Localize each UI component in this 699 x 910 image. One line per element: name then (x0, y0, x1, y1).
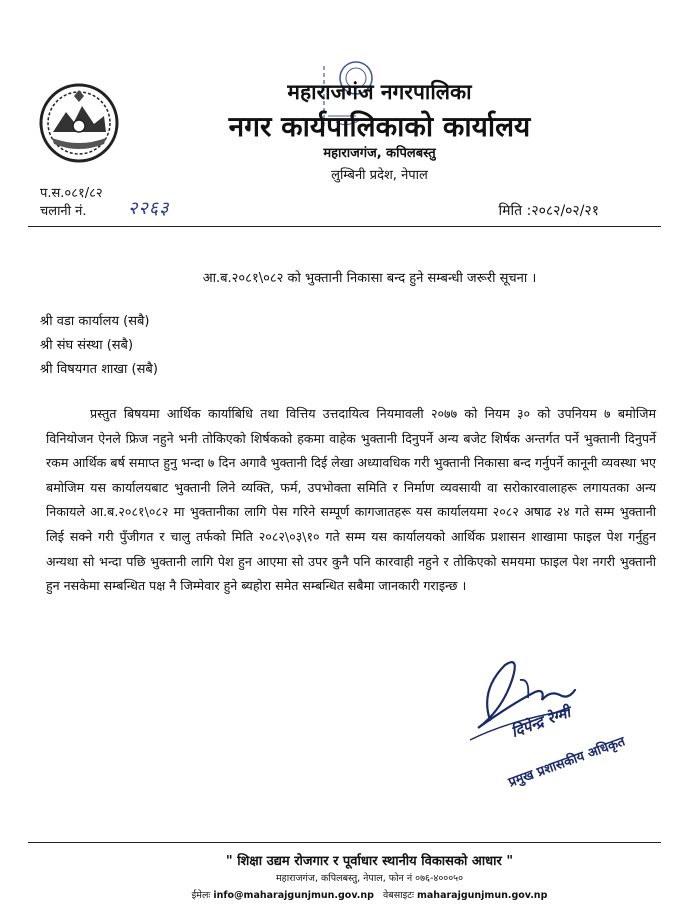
office-name: नगर कार्यपालिकाको कार्यालय (228, 110, 531, 143)
recipient-organizations: श्री संघ संस्था (सबै) (40, 338, 134, 353)
letter-date: मिति :२०८२/०२/२१ (498, 203, 599, 219)
footer-contact (0, 888, 699, 901)
website-link[interactable]: maharajgunjmun.gov.np (417, 890, 548, 901)
header-divider (28, 226, 661, 227)
footer-address: महाराजगंज, कपिलबस्तु, नेपाल, फोन नं ०७६-४०००५० (275, 873, 464, 884)
website-label: वेबसाइटः (383, 890, 414, 901)
municipality-name: महाराजगंज नगरपालिका (287, 80, 472, 104)
letter-number: प.स.०८१/८२ (40, 186, 103, 201)
subject-line: आ.ब.२०८१\०८२ को भुक्तानी निकासा बन्द हुने सम्बन्धी जरूरी सूचना । (202, 271, 537, 286)
dispatch-label: चलानी नं. (40, 204, 87, 219)
dispatch-row (40, 198, 170, 219)
signatory-name: दिपेन्द्र रेग्मी (508, 703, 573, 741)
notice-body: प्रस्तुत बिषयमा आर्थिक कार्याबिधि तथा वित्तिय उत्तदायित्व नियमावली २०७७ को नियम ३० को उपनियम ७ बमोजिम विनियोजन ऐनले फ्रिज नहुने भनी तोकिएको शिर्षकको हकमा वाहेक भुक्तानी दिनुपर्ने अन्य बजेट शिर्षक अन्तर्गत पर्ने भुक्तानी दिनुपर्ने रकम आर्थिक बर्ष समाप्त हुनु भन्दा ७ दिन अगावै भुक्तानी दिई लेखा अध्यावधिक गरी भुक्तानी निकासा बन्द गर्नुपर्ने कानूनी व्यवस्था भए बमोजिम यस कार्यालयबाट भुक्तानी लिने व्यक्ति, फर्म, उपभोक्ता समिति र निर्माण व्यवसायी वा सरोकारवालाहरू लगायतका अन्य निकायले आ.ब.२०८१\०८२ मा भुक्तानीका लागि पेस गरिने सम्पूर्ण कागजातहरू यस कार्यालयमा २०८२ अषाढ २४ गते सम्म भुक्तानी लिई सक्ने गरी पुँजीगत र चालु तर्फको मिति २०८२\०३\१० गते सम्म यस कार्यालयको आर्थिक प्रशासन शाखामा फाइल पेश गर्नुहुन अन्यथा सो भन्दा पछि भुक्तानी लागि पेश हुन आएमा सो उपर कुनै पनि कारवाही नहुने र तोकिएको समयमा फाइल पेश नगरी भुक्तानी हुन नसकेमा सम्बन्धित पक्ष नै जिम्मेवार हुने ब्यहोरा समेत सम्बन्धित सबैमा जानकारी गराइन्छ । (46, 406, 656, 594)
email-label: ईमेलः (191, 890, 211, 901)
footer-divider (28, 842, 661, 843)
email-link[interactable]: info@maharajgunjmun.gov.np (213, 890, 374, 901)
office-province: लुम्बिनी प्रदेश, नेपाल (331, 168, 428, 183)
signatory-title: प्रमुख प्रशासकीय अधिकृत (506, 734, 628, 791)
recipient-thematic-branches: श्री विषयगत शाखा (सबै) (40, 362, 158, 377)
recipient-ward-office: श्री वडा कार्यालय (सबै) (40, 314, 150, 329)
office-address: महाराजगंज, कपिलबस्तु (323, 146, 436, 161)
footer-slogan: " शिक्षा उद्यम रोजगार र पूर्वाधार स्थानीय विकासको आधार " (225, 854, 514, 869)
dispatch-number: २२६३ (128, 198, 170, 219)
